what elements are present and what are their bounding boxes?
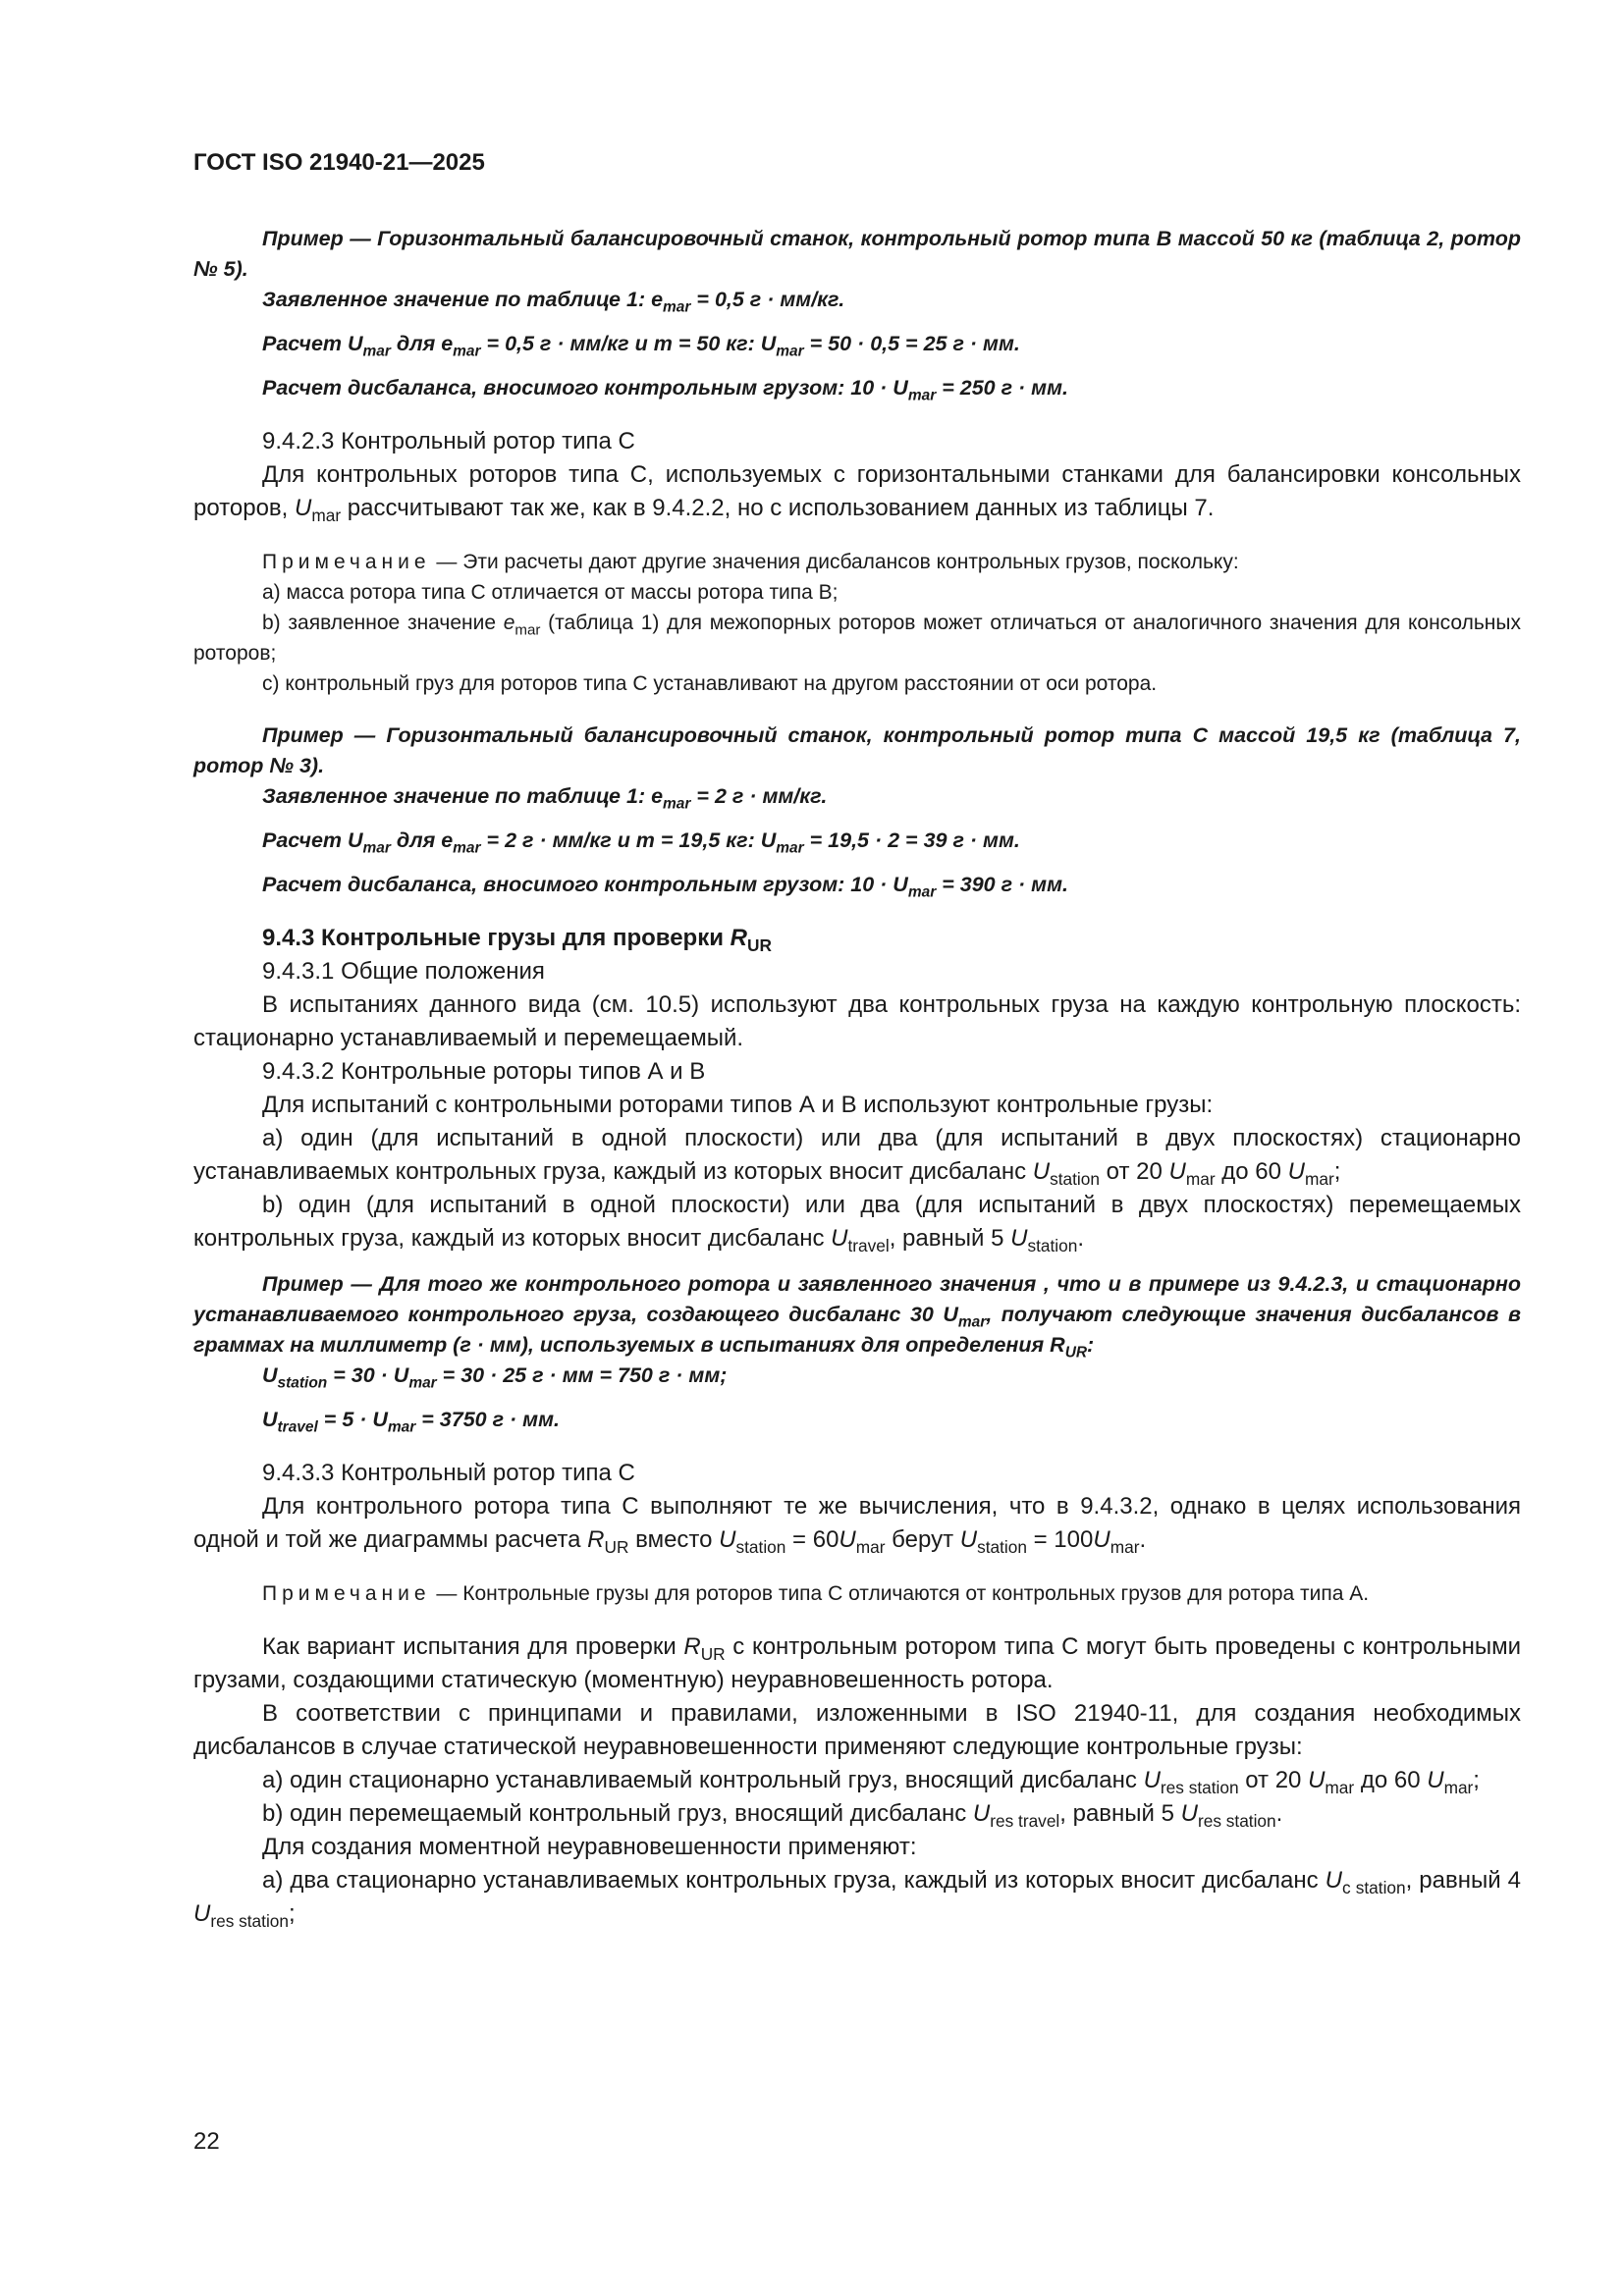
paragraph: В соответствии с принципами и правилами, изложенными в ISO 21940-11, для создания необходимых дисбалансов в случае статической неуравновешенности применяют следующие контрольные грузы: xyxy=(193,1700,1521,1760)
example-paragraph: Пример — Для того же контрольного ротора и заявленного значения , что и в примере из 9.4.2.3, и стационарно устанавливаемого контрольного груза, создающего дисбаланс 30 $U_{mar}$, получают следующие значения дисбалансов в граммах на миллиметр (г · мм), используемых в испытаниях для определения $R_{UR}$: xyxy=(193,1272,1521,1362)
page-number: 22 xyxy=(193,2128,220,2155)
paragraph: Для создания моментной неуравновешенности применяют: xyxy=(262,1834,917,1860)
example-paragraph: Расчет дисбаланса, вносимого контрольным грузом: $10 \cdot U_{mar} = 250$ г · мм. xyxy=(262,376,1068,404)
document-header: ГОСТ ISO 21940-21—2025 xyxy=(193,149,485,176)
section-heading: 9.4.3 Контрольные грузы для проверки $R_{UR}$ xyxy=(262,925,772,956)
paragraph: a) один стационарно устанавливаемый контрольный груз, вносящий дисбаланс $U_{res station}$ от 20 $U_{mar}$ до 60 $U_{mar}$; xyxy=(262,1767,1480,1798)
example-paragraph: Заявленное значение по таблице 1: $e_{mar} = 0,5$ г · мм/кг. xyxy=(262,288,845,316)
note-paragraph: b) заявленное значение $e_{mar}$ (таблица 1) для межопорных роторов может отличаться от аналогичного значения для консольных роторов; xyxy=(193,612,1522,665)
paragraph: 9.4.3.2 Контрольные роторы типов А и В xyxy=(262,1058,706,1085)
example-paragraph: Заявленное значение по таблице 1: $e_{mar} = 2$ г · мм/кг. xyxy=(262,784,828,813)
note-paragraph: Примечание — Контрольные грузы для роторов типа С отличаются от контрольных грузов для ротора типа А. xyxy=(262,1582,1370,1605)
document-body xyxy=(193,224,1521,1931)
paragraph: Для испытаний с контрольными роторами типов А и В используют контрольные грузы: xyxy=(262,1092,1214,1118)
paragraph: 9.4.2.3 Контрольный ротор типа С xyxy=(262,428,635,454)
paragraph: b) один перемещаемый контрольный груз, вносящий дисбаланс $U_{res travel}$, равный 5 $U_{res station}$. xyxy=(262,1800,1283,1832)
paragraph: Как вариант испытания для проверки $R_{UR}$ с контрольным ротором типа С могут быть проведены с контрольными грузами, создающими статическую (моментную) неуравновешенность ротора. xyxy=(193,1633,1521,1693)
paragraph: a) один (для испытаний в одной плоскости) или два (для испытаний в двух плоскостях) стационарно устанавливаемых контрольных груза, каждый из которых вносит дисбаланс $U_{station}$ от 20 $U_{mar}$ до 60 $U_{mar}$; xyxy=(193,1125,1521,1190)
paragraph: 9.4.3.1 Общие положения xyxy=(262,958,545,985)
paragraph: В испытаниях данного вида (см. 10.5) используют два контрольных груза на каждую контрольную плоскость: стационарно устанавливаемый и перемещаемый. xyxy=(193,991,1521,1051)
example-paragraph: $U_{travel} = 5 \cdot U_{mar} = 3750$ г · мм. xyxy=(262,1408,560,1436)
paragraph: a) два стационарно устанавливаемых контрольных груза, каждый из которых вносит дисбаланс $U_{c station}$, равный 4 $U_{res station}$; xyxy=(193,1867,1521,1932)
example-paragraph: Расчет $U_{mar}$ для $e_{mar} = 0,5$ г · мм/кг и m = 50 кг: $U_{mar} = 50 \cdot 0,5 = 25$ г · мм. xyxy=(262,332,1020,360)
example-paragraph: Пример — Горизонтальный балансировочный станок, контрольный ротор типа В массой 50 кг (таблица 2, ротор № 5). xyxy=(193,227,1521,281)
paragraph: Для контрольного ротора типа С выполняют те же вычисления, что в 9.4.3.2, однако в целях использования одной и той же диаграммы расчета $R_{UR}$ вместо $U_{station} = 60U_{mar}$ берут $U_{station} = 100U_{mar}$. xyxy=(193,1493,1521,1558)
note-label: Примечание xyxy=(262,1582,431,1605)
paragraph: b) один (для испытаний в одной плоскости) или два (для испытаний в двух плоскостях) перемещаемых контрольных груза, каждый из которых вносит дисбаланс $U_{travel}$, равный 5 $U_{station}$. xyxy=(193,1192,1521,1256)
example-paragraph: Расчет $U_{mar}$ для $e_{mar} = 2$ г · мм/кг и m = 19,5 кг: $U_{mar} = 19,5 \cdot 2 = 39$ г · мм. xyxy=(262,828,1020,857)
example-paragraph: Расчет дисбаланса, вносимого контрольным грузом: $10 \cdot U_{mar} = 390$ г · мм. xyxy=(262,873,1068,901)
note-paragraph: c) контрольный груз для роторов типа С устанавливают на другом расстоянии от оси ротора. xyxy=(262,672,1158,695)
paragraph: Для контрольных роторов типа С, используемых с горизонтальными станками для балансировки консольных роторов, $U_{mar}$ рассчитывают так же, как в 9.4.2.2, но с использованием данных из таблицы 7. xyxy=(193,461,1521,526)
note-paragraph: a) масса ротора типа С отличается от массы ротора типа В; xyxy=(262,581,839,604)
note-label: Примечание xyxy=(262,551,431,573)
example-paragraph: $U_{station} = 30 \cdot U_{mar} = 30 \cdot 25$ г · мм = 750 г · мм; xyxy=(262,1363,728,1392)
paragraph: 9.4.3.3 Контрольный ротор типа С xyxy=(262,1460,635,1486)
note-paragraph: Примечание — Эти расчеты дают другие значения дисбалансов контрольных грузов, поскольку: xyxy=(262,551,1239,573)
example-paragraph: Пример — Горизонтальный балансировочный станок, контрольный ротор типа С массой 19,5 кг (таблица 7, ротор № 3). xyxy=(193,723,1521,777)
